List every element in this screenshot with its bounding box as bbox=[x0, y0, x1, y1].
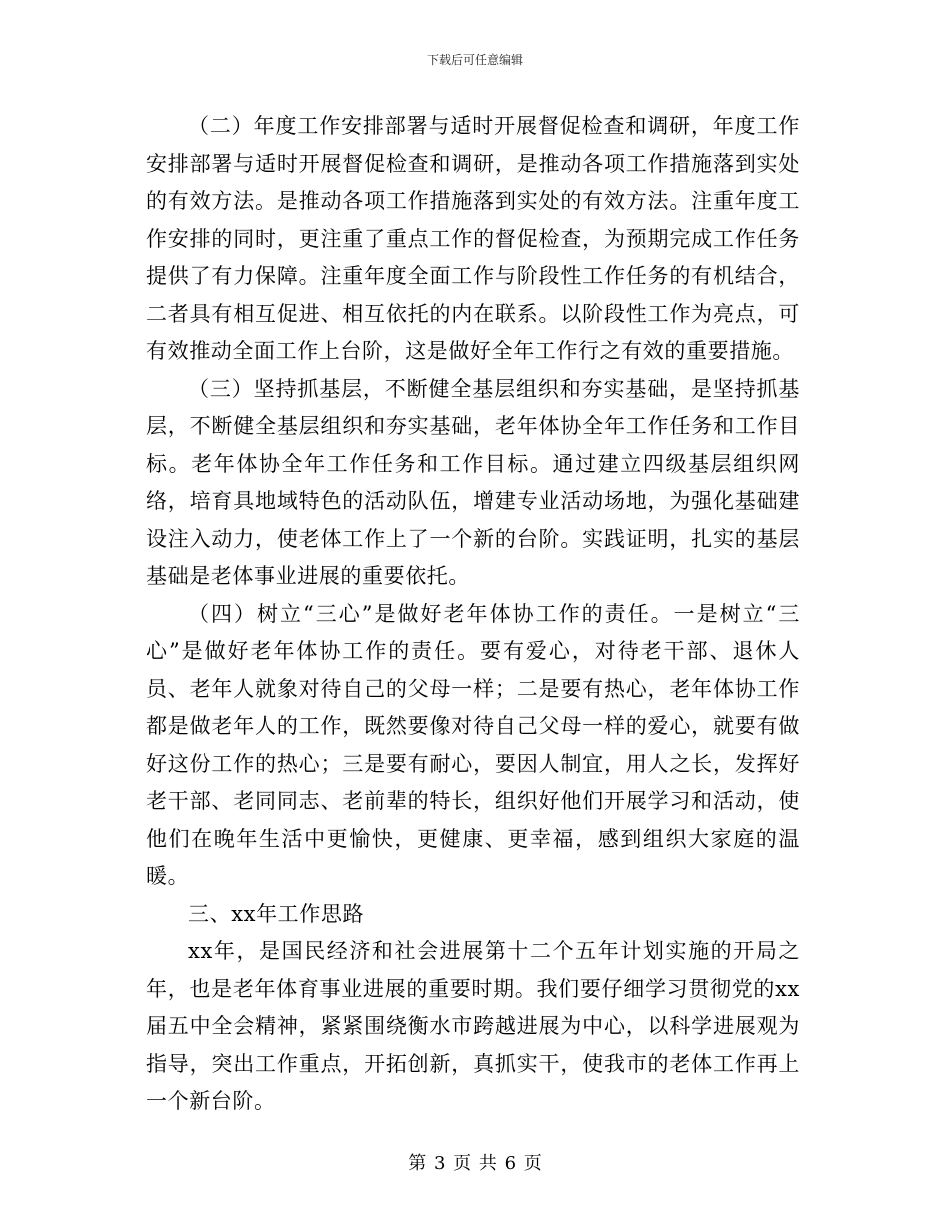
document-body bbox=[146, 108, 800, 1121]
page-number-footer: 第 3 页 共 6 页 bbox=[408, 1153, 542, 1174]
section-heading-work-plan: 三、xx年工作思路 bbox=[188, 901, 365, 926]
paragraph-section-2: （二）年度工作安排部署与适时开展督促检查和调研，年度工作安排部署与适时开展督促检查和调研，是推动各项工作措施落到实处的有效方法。是推动各项工作措施落到实处的有效方法。注重年度工作安排的同时，更注重了重点工作的督促检查，为预期完成工作任务提供了有力保障。注重年度全面工作与阶段性工作任务的有机结合，二者具有相互促进、相互依托的内在联系。以阶段性工作为亮点，可有效推动全面工作上台阶，这是做好全年工作行之有效的重要措施。 bbox=[146, 114, 800, 363]
paragraph-work-plan: xx年，是国民经济和社会进展第十二个五年计划实施的开局之年，也是老年体育事业进展的重要时期。我们要仔细学习贯彻党的xx届五中全会精神，紧紧围绕衡水市跨越进展为中心，以科学进展观为指导，突出工作重点，开拓创新，真抓实干，使我市的老体工作再上一个新台阶。 bbox=[146, 939, 800, 1113]
paragraph-section-3: （三）坚持抓基层，不断健全基层组织和夯实基础，是坚持抓基层，不断健全基层组织和夯实基础，老年体协全年工作任务和工作目标。老年体协全年工作任务和工作目标。通过建立四级基层组织网络，培育具地域特色的活动队伍，增建专业活动场地，为强化基础建设注入动力，使老体工作上了一个新的台阶。实践证明，扎实的基层基础是老体事业进展的重要依托。 bbox=[146, 376, 800, 588]
page-header-note: 下载后可任意编辑 bbox=[426, 53, 523, 67]
paragraph-section-4: （四）树立“三心”是做好老年体协工作的责任。一是树立“三心”是做好老年体协工作的责任。要有爱心，对待老干部、退休人员、老年人就象对待自己的父母一样；二是要有热心，老年体协工作都是做老年人的工作，既然要像对待自己父母一样的爱心，就要有做好这份工作的热心；三是要有耐心，要因人制宜，用人之长，发挥好老干部、老同同志、老前辈的特长，组织好他们开展学习和活动，使他们在晚年生活中更愉快，更健康、更幸福，感到组织大家庭的温暖。 bbox=[146, 601, 800, 888]
